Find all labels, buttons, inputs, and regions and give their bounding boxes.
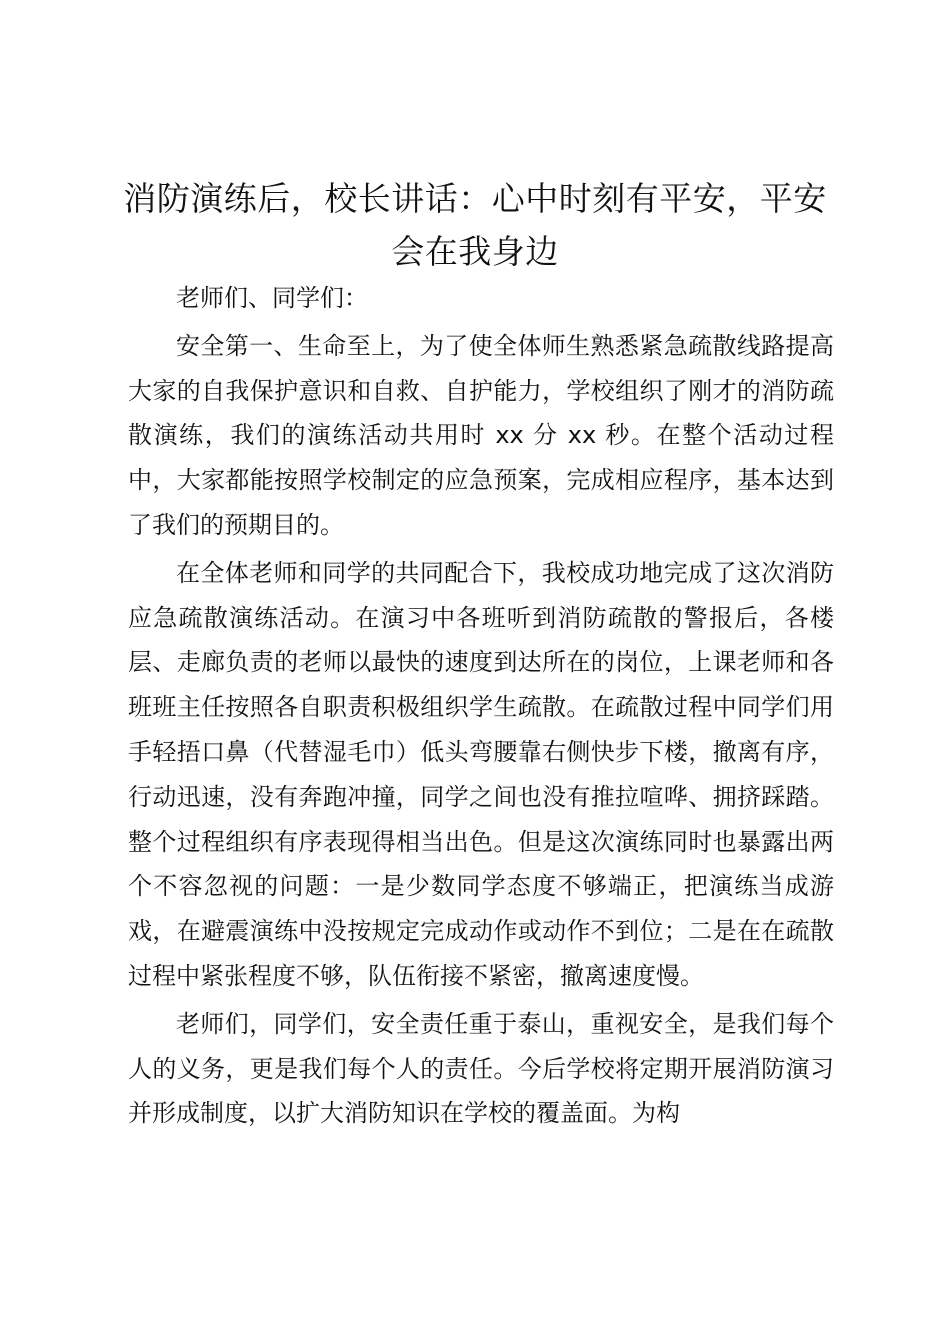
body-paragraph-1: 安全第一、生命至上，为了使全体师生熟悉紧急疏散线路提高大家的自我保护意识和自救、自护能力，学校组织了刚才的消防疏散演练，我们的演练活动共用时 xx 分 xx 秒。在整个活动过程中，大家都能按照学校制定的应急预案，完成相应程序，基本达到了我们的预期目的。	[128, 331, 834, 539]
body-paragraph-3: 老师们，同学们，安全责任重于泰山，重视安全，是我们每个人的义务，更是我们每个人的责任。今后学校将定期开展消防演习并形成制度，以扩大消防知识在学校的覆盖面。为构	[128, 1009, 834, 1128]
document-body	[128, 276, 834, 1139]
salutation-paragraph: 老师们、同学们：	[176, 284, 368, 312]
document-title: 消防演练后，校长讲话：心中时刻有平安，平安会在我身边	[123, 179, 827, 271]
body-paragraph-2: 在全体老师和同学的共同配合下，我校成功地完成了这次消防应急疏散演练活动。在演习中各班听到消防疏散的警报后，各楼层、走廊负责的老师以最快的速度到达所在的岗位，上课老师和各班班主任按照各自职责积极组织学生疏散。在疏散过程中同学们用手轻捂口鼻（代替湿毛巾）低头弯腰靠右侧快步下楼，撤离有序，行动迅速，没有奔跑冲撞，同学之间也没有推拉喧哗、拥挤踩踏。整个过程组织有序表现得相当出色。但是这次演练同时也暴露出两个不容忽视的问题：一是少数同学态度不够端正，把演练当成游戏，在避震演练中没按规定完成动作或动作不到位；二是在在疏散过程中紧张程度不够，队伍衔接不紧密，撤离速度慢。	[128, 558, 834, 990]
